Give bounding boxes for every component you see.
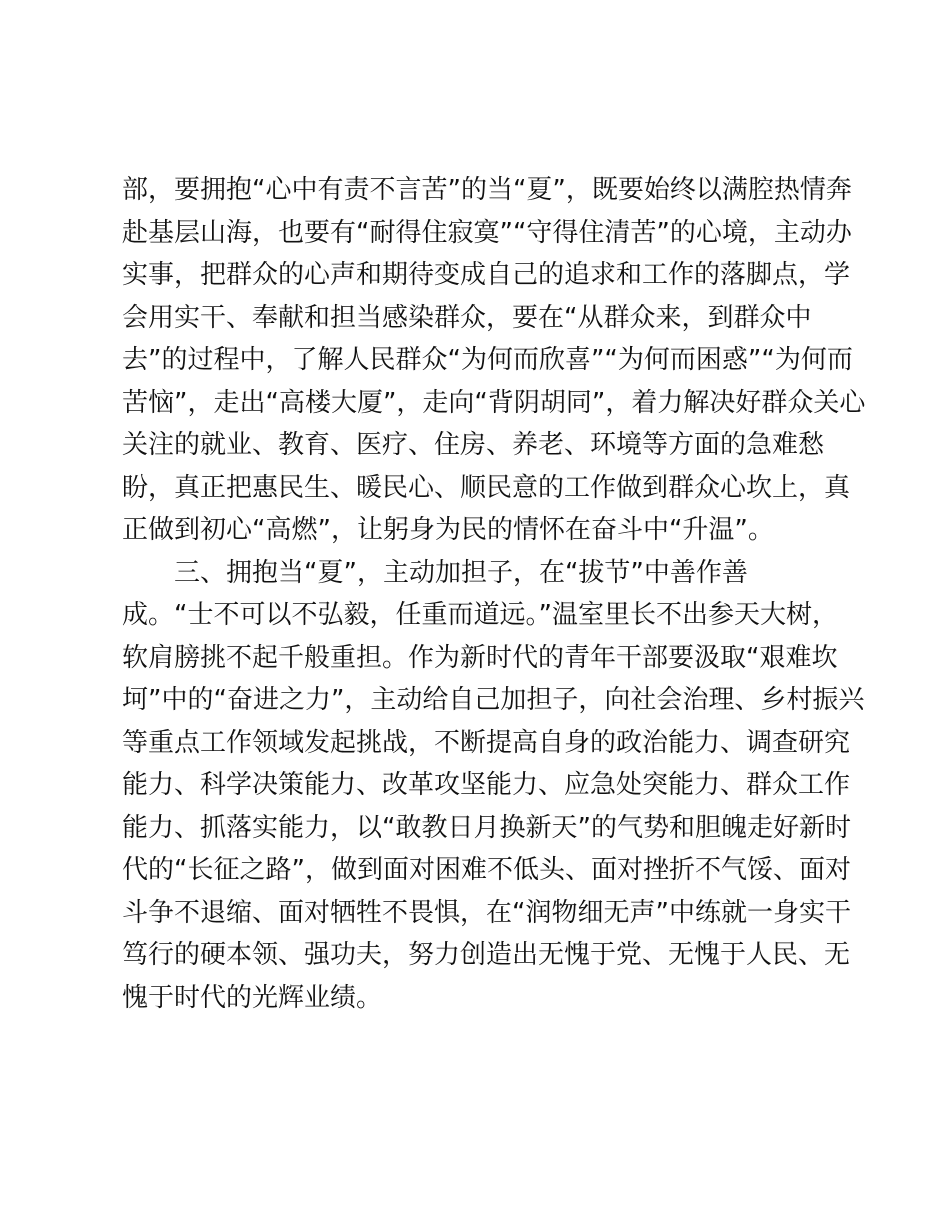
text-line: 愧于时代的光辉业绩。 [122, 982, 383, 1013]
section-heading-line: 三、拥抱当“夏”，主动加担子，在“拔节”中善作善 [174, 557, 748, 588]
text-line: 笃行的硬本领、强功夫，努力创造出无愧于党、无愧于人民、无 [122, 940, 851, 970]
text-line: 部，要拥抱“心中有责不言苦”的当“夏”，既要始终以满腔热情奔 [122, 175, 852, 205]
text-line: 代的“长征之路”，做到面对困难不低头、面对挫折不气馁、面对 [122, 855, 851, 885]
text-line: 能力、抓落实能力，以“敢教日月换新天”的气势和胆魄走好新时 [122, 812, 851, 843]
text-line: 能力、科学决策能力、改革攻坚能力、应急处突能力、群众工作 [122, 770, 851, 800]
text-line: 会用实干、奉献和担当感染群众，要在“从群众来，到群众中 [122, 302, 812, 333]
text-line: 关注的就业、教育、医疗、住房、养老、环境等方面的急难愁 [122, 430, 825, 460]
text-line: 苦恼”，走出“高楼大厦”，走向“背阴胡同”，着力解决好群众关心 [122, 387, 866, 418]
text-line: 软肩膀挑不起千般重担。作为新时代的青年干部要汲取“艰难坎 [122, 642, 838, 673]
text-line: 斗争不退缩、面对牺牲不畏惧，在“润物细无声”中练就一身实干 [122, 897, 851, 928]
text-line: 成。“士不可以不弘毅，任重而道远。”温室里长不出参天大树， [122, 600, 838, 630]
text-line: 赴基层山海，也要有“耐得住寂寞”“守得住清苦”的心境，主动办 [122, 217, 852, 248]
text-line: 盼，真正把惠民生、暖民心、顺民意的工作做到群众心坎上，真 [122, 472, 851, 503]
text-line: 等重点工作领域发起挑战，不断提高自身的政治能力、调查研究 [122, 727, 851, 758]
text-line: 正做到初心“高燃”，让躬身为民的情怀在奋斗中“升温”。 [122, 515, 774, 545]
text-line: 去”的过程中，了解人民群众“为何而欣喜”“为何而困惑”“为何而 [122, 345, 853, 375]
text-line: 坷”中的“奋进之力”，主动给自己加担子，向社会治理、乡村振兴 [122, 685, 865, 715]
body-text [122, 169, 866, 1019]
text-line: 实事，把群众的心声和期待变成自己的追求和工作的落脚点，学 [122, 260, 851, 290]
